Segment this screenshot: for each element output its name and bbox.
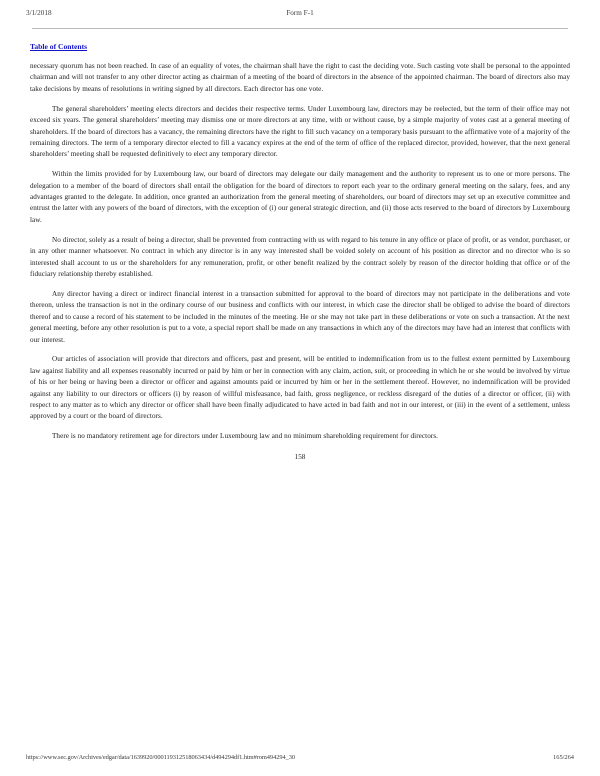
print-footer-source-url: https://www.sec.gov/Archives/edgar/data/1639920/000119312518063434/d494294df1.htm#rom494294_30 [26,754,295,761]
header-divider [32,28,568,29]
print-header-title: Form F-1 [286,9,314,17]
print-header-date: 3/1/2018 [26,9,52,17]
paragraph-retirement-age: There is no mandatory retirement age for directors under Luxembourg law and no minimum shareholding requirement for directors. [52,432,439,441]
body-text-container [30,61,570,443]
print-footer-page-count: 165/264 [553,754,574,761]
paragraph-conflict-of-interest: Any director having a direct or indirect financial interest in a transaction submitted for approval to the board of directors may not participate in the deliberations and vote thereon, unless the transaction is not in the ordinary course of our business and conflicts with our interest, in which case the director shall be obliged to advise the board of directors thereof and to cause a record of his statement to be included in the minutes of the meeting. He or she may not take part in these deliberations or vote on such a transaction. At the next general meeting, before any other resolution is put to a vote, a special report shall be made on any transactions in which any of the directors may have had an interest that conflicts with our interest. [30,289,570,344]
print-header [0,9,600,25]
paragraph-quorum-casting-vote: necessary quorum has not been reached. In case of an equality of votes, the chairman shall have the right to cast the deciding vote. Such casting vote shall be personal to the appointed chairman and will not transfer to any other director acting as chairman of a meeting of the board of directors in the absence of the appointed chairman. The board of directors also may take decisions by means of resolutions in writing signed by all directors. Each director has one vote. [30,62,570,93]
paragraph-delegation-of-daily-management: Within the limits provided for by Luxembourg law, our board of directors may delegate our daily management and the authority to represent us to one or more persons. The delegation to a member of the board of directors shall entail the obligation for the board of directors to report each year to the ordinary general meeting on the salary, fees, and any advantages granted to the delegate. In addition, once granted an authorization from the general meeting of shareholders, our board of directors may set up an executive committee and entrust the latter with any powers of the board of directors, with the exception of (i) our general strategic direction, and (ii) those acts reserved to the board of directors by Luxembourg law. [30,170,570,224]
paragraph-director-contracting-with-company: No director, solely as a result of being a director, shall be prevented from contracting with us with regard to his tenure in any office or place of profit, or as vendor, purchaser, or in any other manner whatsoever. No contract in which any director is in any way interested shall be voided solely on account of his position as director and no director who is so interested shall account to us or the shareholders for any remuneration, profit, or other benefit realized by the contract solely by reason of the director holding that office or of the fiduciary relationship thereby established. [30,235,570,278]
print-footer [0,754,600,768]
paragraph-indemnification: Our articles of association will provide that directors and officers, past and present, will be entitled to indemnification from us to the fullest extent permitted by Luxembourg law against liability and all expenses reasonably incurred or paid by him or her in connection with any claim, action, suit, or proceeding in which he or she would be involved by virtue of his or her being or having been a director or officer and against amounts paid or incurred by him or her in the settlement thereof. However, no indemnification will be provided against any liability to our directors or officers (i) by reason of willful misfeasance, bad faith, gross negligence, or reckless disregard of the duties of a director or officer, (ii) with respect to any matter as to which any director or officer shall have been finally adjudicated to have acted in bad faith and not in our interest, or (iii) in the event of a settlement, unless approved by a court or the board of directors. [30,355,570,421]
page-number: 158 [294,452,306,461]
table-of-contents-link[interactable]: Table of Contents [30,42,88,51]
document-content [30,36,570,461]
paragraph-election-and-term-of-directors: The general shareholders’ meeting elects directors and decides their respective terms. Under Luxembourg law, directors may be reelected, but the term of their office may not exceed six years. The general shareholders’ meeting may dismiss one or more directors at any time, with or without cause, by a simple majority of votes cast at a general meeting of shareholders. If the board of directors has a vacancy, the remaining directors have the right to fill such vacancy on a temporary basis pursuant to the affirmative vote of a majority of the remaining directors. The term of a temporary director elected to fill a vacancy expires at the end of the term of office of the replaced director, provided, however, that the next general shareholders’ meeting shall be requested definitively to elect any temporary director. [30,104,570,159]
